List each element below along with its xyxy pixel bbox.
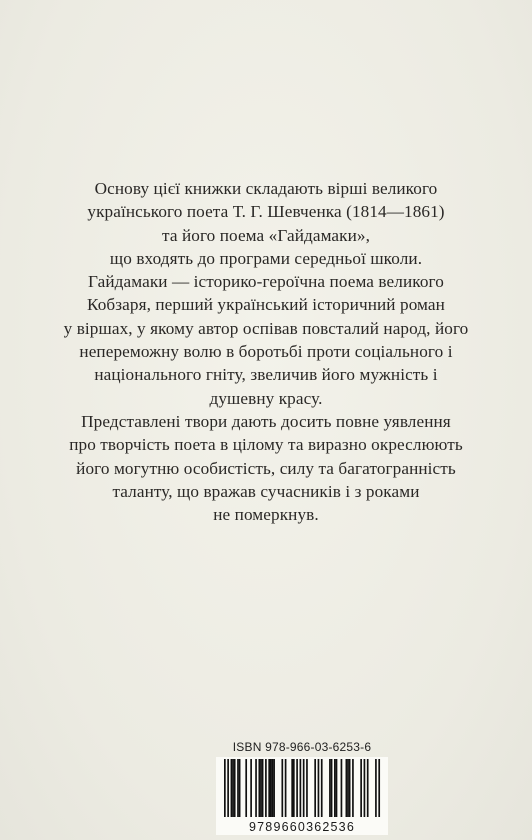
barcode-bar — [314, 759, 316, 817]
blurb-line: Представлені твори дають досить повне уявлення — [81, 411, 451, 431]
barcode-bar — [347, 759, 349, 817]
barcode-bar — [232, 759, 234, 817]
barcode-bars-icon — [216, 757, 388, 819]
isbn-label: ISBN 978-966-03-6253-6 — [232, 740, 372, 754]
cover-blurb — [40, 177, 492, 526]
barcode-bar — [272, 759, 274, 817]
barcode-bar — [245, 759, 247, 817]
barcode-bar — [250, 759, 252, 817]
blurb-line: душевну красу. — [209, 388, 323, 408]
barcode-bar — [268, 759, 270, 817]
barcode-bar — [367, 759, 369, 817]
barcode-bar — [364, 759, 366, 817]
barcode-bar — [227, 759, 229, 817]
barcode-bar — [255, 759, 257, 817]
blurb-line: що входять до програми середньої школи. — [109, 248, 423, 268]
blurb-line: Гайдамаки — історико-героїчна поема великого — [88, 272, 444, 292]
barcode-bar — [352, 759, 354, 817]
barcode-bar — [262, 759, 264, 817]
barcode-bar — [334, 759, 336, 817]
blurb-line: про творчість поета в цілому та виразно окреслюють — [69, 435, 463, 455]
blurb-line: та його поема «Гайдамаки», — [162, 225, 370, 245]
barcode-bar — [239, 759, 241, 817]
barcode-bar — [281, 759, 283, 817]
blurb-line: національного гніту, звеличив його мужність і — [94, 365, 438, 385]
barcode-bar — [341, 759, 343, 817]
barcode-bar — [306, 759, 308, 817]
barcode-bar — [273, 759, 275, 817]
barcode-bar — [296, 759, 298, 817]
barcode-bar — [331, 759, 333, 817]
blurb-line: у віршах, у якому автор оспівав повсталий народ, його — [63, 318, 469, 338]
barcode-bar — [265, 759, 267, 817]
barcode-bar — [293, 759, 295, 817]
barcode-bar — [360, 759, 362, 817]
barcode-bar — [318, 759, 320, 817]
barcode-bar — [336, 759, 338, 817]
barcode-bar — [270, 759, 272, 817]
blurb-line: українського поета Т. Г. Шевченка (1814—1861) — [87, 202, 445, 222]
barcode-bar — [321, 759, 323, 817]
barcode-bar — [346, 759, 348, 817]
barcode-bar — [260, 759, 262, 817]
barcode-bar — [224, 759, 226, 817]
blurb-line: Основу цієї книжки складають вірші великого — [94, 179, 438, 198]
blurb-line: не померкнув. — [213, 505, 319, 525]
barcode-bar — [329, 759, 331, 817]
blurb-line: непереможну волю в боротьбі проти соціального і — [79, 342, 453, 362]
blurb-line: Кобзаря, перший український історичний роман — [87, 295, 445, 315]
barcode-bar — [303, 759, 305, 817]
barcode-bar — [234, 759, 236, 817]
barcode-bar — [349, 759, 351, 817]
barcode-bar — [237, 759, 239, 817]
barcode-bar — [378, 759, 380, 817]
blurb-line: його могутню особистість, силу та багатогранність — [76, 458, 456, 478]
blurb-line: таланту, що вражав сучасників і з роками — [112, 481, 420, 501]
barcode-bar — [375, 759, 377, 817]
barcode-bar — [231, 759, 233, 817]
isbn-barcode-block — [216, 740, 388, 840]
barcode-bar — [258, 759, 260, 817]
barcode-bar — [285, 759, 287, 817]
barcode-digits: 9789660362536 — [216, 819, 388, 835]
barcode-bar — [291, 759, 293, 817]
barcode-bar — [300, 759, 302, 817]
barcode — [216, 757, 388, 833]
